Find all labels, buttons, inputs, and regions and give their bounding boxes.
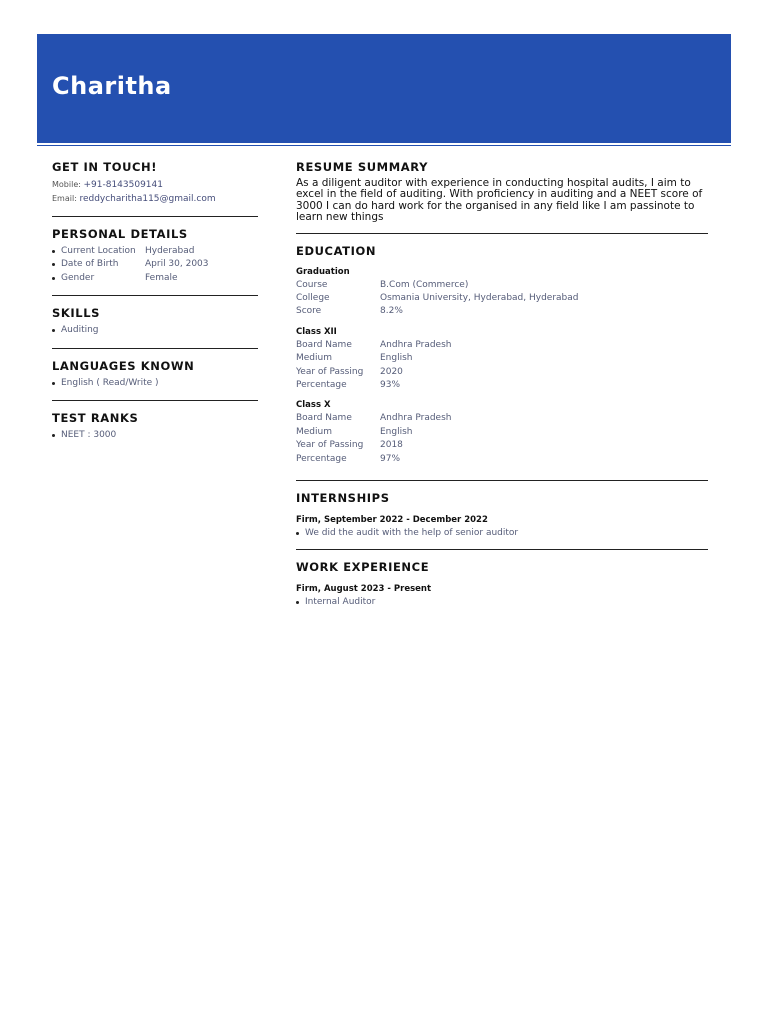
education-row [296,366,708,379]
row-value: Andhra Pradesh [380,339,452,350]
test-ranks-title: TEST RANKS [52,411,139,426]
resume-header [37,34,731,143]
detail-key: Current Location [61,246,136,256]
row-value: 93% [380,380,401,391]
internship-heading: Firm, September 2022 - December 2022 [296,515,488,526]
languages-title: LANGUAGES KNOWN [52,358,195,373]
detail-key: Gender [61,272,95,283]
education-row [296,412,708,425]
work-list [296,596,708,609]
row-key: Medium [296,426,332,437]
test-ranks-list [52,429,258,442]
mobile-value: +91-8143509141 [83,180,163,190]
row-value: B.Com (Commerce) [380,279,469,290]
section-divider [52,348,258,349]
summary-title: RESUME SUMMARY [296,160,428,174]
row-key: College [296,293,330,304]
work-heading: Firm, August 2023 - Present [296,583,432,594]
contact-block [52,178,258,206]
candidate-name: Charitha [52,72,172,100]
row-value: 2020 [380,366,403,377]
list-item: Internal Auditor [296,596,708,609]
row-key: Percentage [296,453,347,464]
list-item: English ( Read/Write ) [52,377,258,390]
list-item [52,245,258,258]
row-key: Board Name [296,413,352,424]
section-divider [52,295,258,296]
section-divider [52,400,258,401]
header-divider [37,145,731,146]
email-label: Email: [52,194,77,203]
list-item: NEET : 3000 [52,429,258,442]
detail-value: Hyderabad [145,246,195,256]
education-row [296,379,708,392]
education-row [296,292,708,305]
list-item [52,272,258,285]
education-row [296,339,708,352]
summary-text: As a diligent auditor with experience in conducting hospital audits, I aim to excel in the field of auditing. With proficiency in auditing and a NEET score of 3000 I can do hard work for the organised in any field like I am passinote to learn new things [296,177,703,224]
row-value: English [380,353,413,364]
detail-value: April 30, 2003 [145,259,209,270]
personal-details-title: PERSONAL DETAILS [52,227,188,241]
row-value: 2018 [380,440,403,451]
row-key: Percentage [296,380,347,391]
section-divider [296,480,708,481]
detail-key: Date of Birth [61,259,119,270]
education-row [296,279,708,292]
row-key: Board Name [296,339,352,350]
row-key: Score [296,306,322,317]
education-group-heading: Class X [296,400,331,411]
row-value: 97% [380,453,401,464]
languages-list [52,377,258,390]
row-value: Osmania University, Hyderabad, Hyderabad [380,293,579,304]
list-item: We did the audit with the help of senior auditor [296,527,708,540]
skills-title: SKILLS [52,306,101,321]
work-experience-title: WORK EXPERIENCE [296,559,430,574]
list-item [52,258,258,271]
right-column [296,160,708,609]
education-group-heading: Graduation [296,266,350,277]
education-row [296,426,708,439]
contact-title: GET IN TOUCH! [52,160,158,174]
education-row [296,305,708,318]
skills-list [52,324,258,337]
internships-title: INTERNSHIPS [296,491,390,506]
row-value: 8.2% [380,306,403,317]
section-divider [296,549,708,550]
left-column [52,160,258,442]
row-key: Medium [296,353,332,364]
list-item: Auditing [52,324,258,337]
education-row [296,439,708,452]
row-value: English [380,426,413,437]
personal-details-list [52,245,258,285]
row-key: Year of Passing [296,366,364,377]
row-value: Andhra Pradesh [380,413,452,424]
education-title: EDUCATION [296,243,377,258]
education-row [296,352,708,365]
section-divider [52,216,258,217]
section-divider [296,233,708,234]
email-value[interactable]: reddycharitha115@gmail.com [79,194,216,204]
detail-value: Female [145,272,178,283]
internships-list [296,527,708,540]
education-group-heading: Class XII [296,326,337,337]
row-key: Year of Passing [296,440,364,451]
education-row [296,453,708,466]
mobile-label: Mobile: [52,180,81,189]
row-key: Course [296,279,328,290]
